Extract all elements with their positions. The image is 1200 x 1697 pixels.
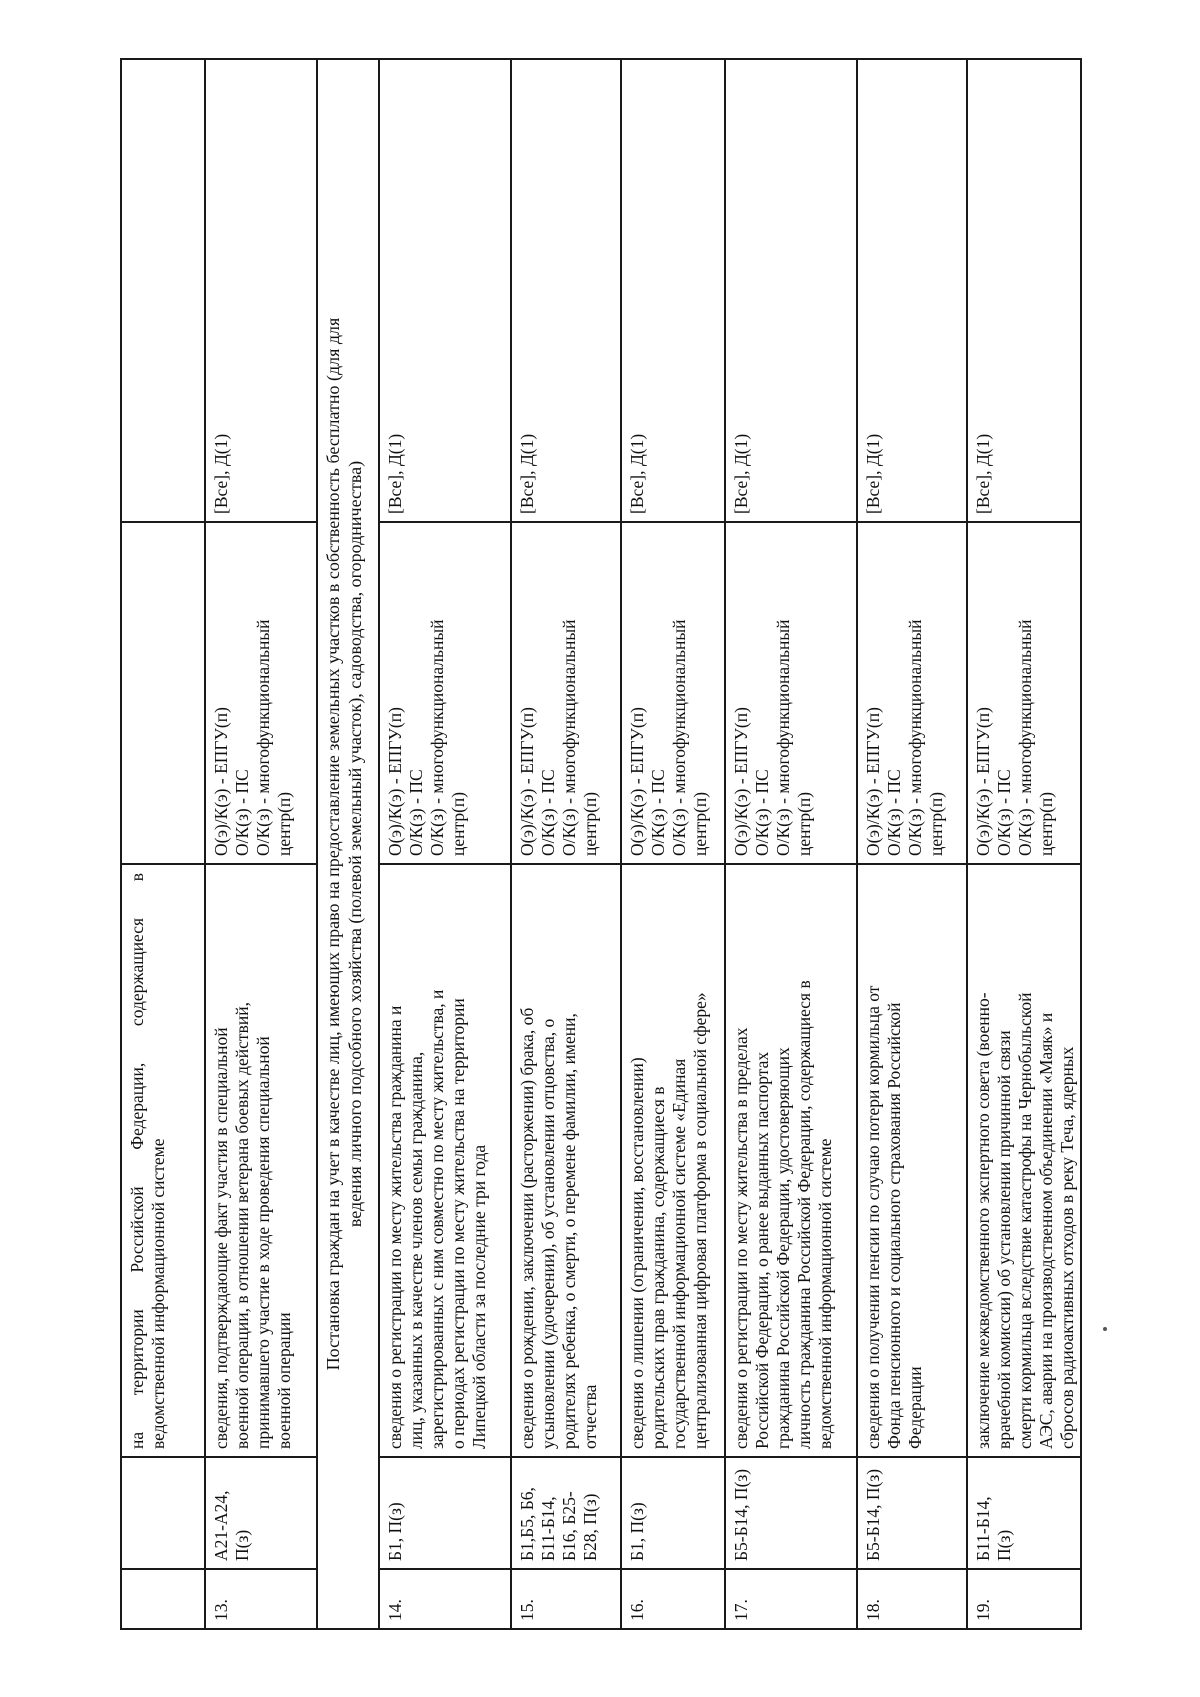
table-row [725,59,857,1629]
row-info [379,864,511,1457]
cell-empty [121,59,205,522]
row-info [857,864,967,1457]
cell-line: О/К(з) - ПС [538,769,558,856]
cell-line: О/К(з) - ПС [406,769,426,856]
cell-line: центр(п) [926,791,946,856]
cell-line: сведения о регистрации по месту жительства гражданина и [385,1005,405,1449]
cell-line: О/К(з) - многофункциональный [669,619,689,856]
cell-line: центр(п) [448,791,468,856]
cell-line: принимавшего участие в ходе проведения специальной [253,1036,273,1449]
row-number: 19. [967,1569,1081,1629]
table-row [511,59,621,1629]
table-row [857,59,967,1629]
cell-line: Российской Федерации, о ранее выданных паспортах [752,1051,772,1449]
cell-line: Б16, Б25- [559,1491,579,1561]
cell-line: отчества [580,1384,600,1449]
table-row [621,59,725,1629]
cell-line: Б1, П(з) [385,1502,405,1561]
cell-line: Б1, П(з) [627,1502,647,1561]
cell-line: О/К(з) - ПС [232,769,252,856]
row-info [621,864,725,1457]
row-recipients: [Все], Д(1) [967,59,1081,522]
row-channels [205,522,317,864]
cell-line: врачебной комиссии) об установлении причинной связи [994,1030,1014,1449]
cell-line: на территории Российской Федерации, содержащиеся в [127,873,147,1449]
cell-line: центр(п) [1036,791,1056,856]
cell-line: А21-А24, [211,1490,231,1561]
cell-line: О/К(з) - многофункциональный [1015,619,1035,856]
row-docs [205,1457,317,1569]
row-recipients: [Все], Д(1) [857,59,967,522]
row-recipients: [Все], Д(1) [621,59,725,522]
cell-empty [121,1569,205,1629]
cell-line: гражданина Российской Федерации, удостоверяющих [773,1047,793,1449]
cell-line: личность гражданина Российской Федерации, содержащиеся в [794,980,814,1449]
cell-line: О/К(з) - многофункциональный [773,619,793,856]
cell-empty [121,1457,205,1569]
row-channels [967,522,1081,864]
cell-line: О(э)/К(э) - ЕПГУ(п) [731,707,751,856]
row-channels [621,522,725,864]
cell-line: П(з) [994,1529,1014,1561]
cell-line: родителях ребенка, о смерти, о перемене фамилии, имени, [559,1013,579,1449]
cell-line: сбросов радиоактивных отходов в реку Теча, ядерных [1057,1046,1077,1449]
section-header [317,59,379,1629]
cell-line: военной операции [274,1312,294,1449]
row-recipients: [Все], Д(1) [511,59,621,522]
cell-line: лиц, указанных в качестве членов семьи гражданина, [406,1051,426,1449]
cell-line: о периодах регистрации по месту жительства на территории [448,998,468,1449]
cell-line: О(э)/К(э) - ЕПГУ(п) [863,707,883,856]
cell-line: Липецкой области за последние три года [469,1144,489,1449]
cell-line: О(э)/К(э) - ЕПГУ(п) [627,707,647,856]
row-info [725,864,857,1457]
section-header-row [317,59,379,1629]
cell-line: ведомственной информационной системе [815,1138,835,1449]
cell-line: государственной информационной системе «Единая [669,1058,689,1449]
cell-line: централизованная цифровая платформа в социальной сфере» [690,992,710,1449]
cell-line: О/К(з) - ПС [994,769,1014,856]
cell-line: усыновлении (удочерении), об установлении отцовства, о [538,1018,558,1449]
cell-line: Б5-Б14, П(з) [731,1468,751,1561]
row-number: 13. [205,1569,317,1629]
cell-line: центр(п) [794,791,814,856]
cell-line: заключение межведомственного экспертного совета (военно- [973,992,993,1449]
cell-empty [121,522,205,864]
row-recipients: [Все], Д(1) [205,59,317,522]
table-row [379,59,511,1629]
row-info [967,864,1081,1457]
cell-line: центр(п) [580,791,600,856]
row-number: 17. [725,1569,857,1629]
section-header-line: ведения личного подсобного хозяйства (полевой земельный участок), садоводства, огородничества) [345,460,365,1228]
row-docs [725,1457,857,1569]
row-channels [379,522,511,864]
row-info [205,864,317,1457]
row-number: 15. [511,1569,621,1629]
row-number: 16. [621,1569,725,1629]
cell-line: зарегистрированных с ним совместно по месту жительства, и [427,989,447,1449]
scan-speck [1103,1327,1107,1331]
cell-line: Б28, П(з) [580,1493,600,1561]
table-row [205,59,317,1629]
row-info [511,864,621,1457]
row-docs [379,1457,511,1569]
cell-line: сведения, подтверждающие факт участия в специальной [211,1027,231,1449]
row-channels [725,522,857,864]
cell-line: О(э)/К(э) - ЕПГУ(п) [517,707,537,856]
cell-line: Б5-Б14, П(з) [863,1468,883,1561]
cell-info-continuation [121,864,205,1457]
cell-line: родительских прав гражданина, содержащиеся в [648,1086,668,1449]
row-channels [857,522,967,864]
cell-line: Фонда пенсионного и социального страхования Российской [884,1002,904,1449]
row-docs [857,1457,967,1569]
cell-line: АЭС, аварии на производственном объединении «Маяк» и [1036,1012,1056,1449]
row-recipients: [Все], Д(1) [379,59,511,522]
cell-line: О/К(з) - многофункциональный [427,619,447,856]
cell-line: Б11-Б14, [973,1496,993,1561]
cell-line: Б1,Б5, Б6, [517,1487,537,1561]
cell-line: О(э)/К(э) - ЕПГУ(п) [211,707,231,856]
row-channels [511,522,621,864]
cell-line: смерти кормильца вследствие катастрофы на Чернобыльской [1015,992,1035,1449]
cell-line: военной операции, в отношении ветерана боевых действий, [232,1002,252,1449]
row-docs [967,1457,1081,1569]
cell-line: О/К(з) - многофункциональный [559,619,579,856]
cell-line: О/К(з) - ПС [884,769,904,856]
row-docs [621,1457,725,1569]
row-docs [511,1457,621,1569]
cell-line: О/К(з) - многофункциональный [253,619,273,856]
table-row-continuation [121,59,205,1629]
table-row [967,59,1081,1629]
cell-line: О/К(з) - ПС [648,769,668,856]
cell-line: центр(п) [690,791,710,856]
cell-line: Б11-Б14, [538,1496,558,1561]
rotated-page [120,60,1077,1630]
cell-line: сведения о регистрации по месту жительства в пределах [731,1027,751,1449]
cell-line: центр(п) [274,791,294,856]
row-number: 18. [857,1569,967,1629]
cell-line: П(з) [232,1529,252,1561]
cell-line: сведения о лишении (ограничении, восстановлении) [627,1057,647,1449]
cell-line: О(э)/К(э) - ЕПГУ(п) [973,707,993,856]
cell-line: ведомственной информационной системе [148,1138,168,1449]
cell-line: Федерации [905,1366,925,1449]
cell-line: сведения о рождении, заключении (расторжении) брака, об [517,1007,537,1449]
cell-line: О/К(з) - многофункциональный [905,619,925,856]
cell-line: сведения о получении пенсии по случаю потери кормильца от [863,985,883,1449]
row-number: 14. [379,1569,511,1629]
requirements-table [120,58,1082,1630]
cell-line: О/К(з) - ПС [752,769,772,856]
row-recipients: [Все], Д(1) [725,59,857,522]
section-header-line: Постановка граждан на учет в качестве лиц, имеющих право на предоставление земельных участков в собственность бесплатно (для для [323,317,343,1371]
cell-line: О(э)/К(э) - ЕПГУ(п) [385,707,405,856]
